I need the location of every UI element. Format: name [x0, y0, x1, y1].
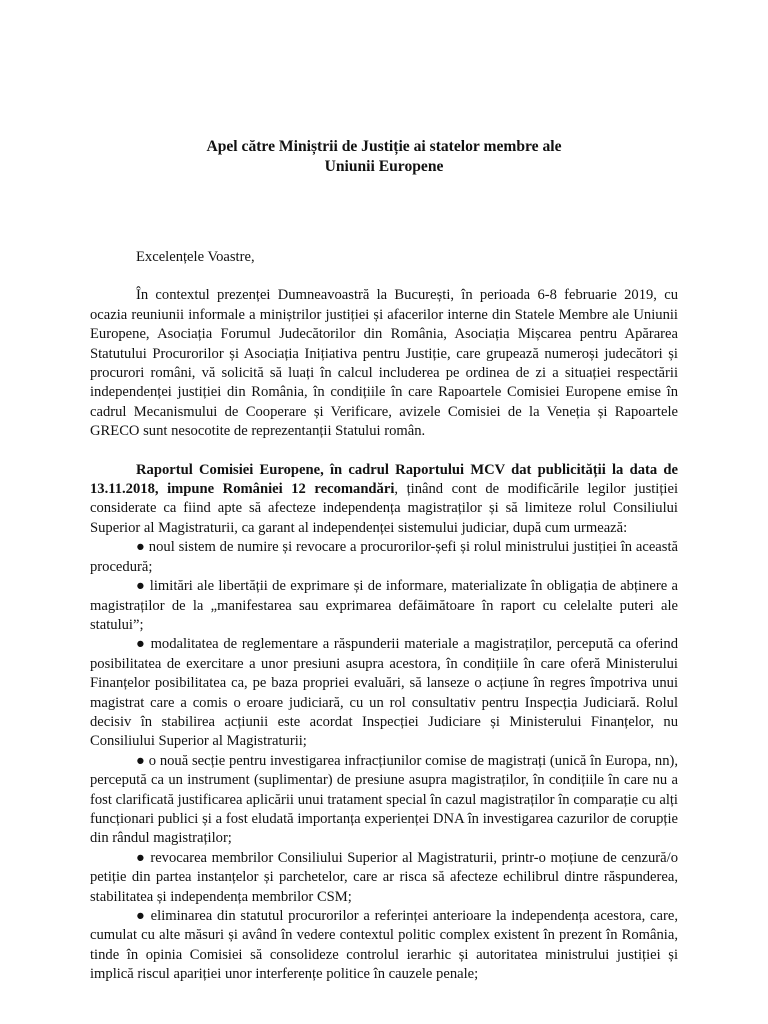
- document-title: [0, 137, 768, 177]
- salutation: Excelențele Voastre,: [136, 249, 255, 265]
- paragraph-mcv-report-rest: , ținând cont de modificările legilor justiției considerate ca fiind apte să afecteze independența magistraților și să limiteze rolul Consiliului Superior al Magistraturii, ca garant al independenței sistemului judiciar, după cum urmează:: [90, 481, 679, 536]
- bullet-item: ● limitări ale libertății de exprimare și de informare, materializate în obligația de abținere a magistraților de la „manifestarea sau exprimarea defăimătoare în raport cu celelalte puteri ale statului”;: [90, 578, 678, 633]
- title-line-1: Apel către Miniștrii de Justiție ai statelor membre ale: [206, 138, 562, 155]
- paragraph-intro: În contextul prezenței Dumneavoastră la București, în perioada 6-8 februarie 2019, cu ocazia reuniunii informale a miniștrilor justiției și afacerilor interne din Statele Membre ale Uniunii Europene, Asociația Forumul Judecătorilor din România, Asociația Mișcarea pentru Apărarea Statutului Procurorilor și Asociația Inițiativa pentru Justiție, care grupează numeroși judecători și procurori români, vă solicită să luați în calcul includerea pe ordinea de zi a situației respectării independenței justiției din România, în condițiile în care Rapoartele Comisiei Europene emise în cadrul Mecanismului de Cooperare și Verificare, avizele Comisiei de la Veneția și Rapoartele GRECO sunt nesocotite de reprezentanții Statului român.: [90, 287, 678, 440]
- paragraph-mcv-report: [90, 461, 678, 539]
- bullet-item: ● o nouă secție pentru investigarea infracțiunilor comise de magistrați (unică în Europa, nn), percepută ca un instrument (suplimentar) de presiune asupra magistraților, în condițiile în care nu a fost clarificată justificarea aplicării unui tratament special în cazul magistraților în comparație cu alți funcționari publici și a fost eludată importanța experienței DNA în investigarea cazurilor de corupție din rândul magistraților;: [90, 752, 678, 847]
- bullet-item: ● noul sistem de numire și revocare a procurorilor-șefi și rolul ministrului justiției în această procedură;: [90, 539, 678, 575]
- document-body: [90, 248, 678, 985]
- bullet-item: ● eliminarea din statutul procurorilor a referinței anterioare la independența acestora, care, cumulat cu alte măsuri și având în vedere contextul politic complex existent în prezent în România, tinde în opinia Comisiei să consolideze controlul ierarhic și autoritatea ministrului justiției și implică riscul apariției unor interferențe politice în cauzele penale;: [90, 908, 678, 983]
- bullet-item: ● revocarea membrilor Consiliului Superior al Magistraturii, printr-o moțiune de cenzură/o petiție din partea instanțelor și parchetelor, care ar risca să afecteze echilibrul dintre răspunderea, stabilitatea și independența membrilor CSM;: [90, 849, 678, 905]
- title-line-2: Uniunii Europene: [324, 158, 444, 175]
- bullet-item: ● modalitatea de reglementare a răspunderii materiale a magistraților, percepută ca oferind posibilitatea de exercitare a unor presiuni asupra acestora, în condițiile în care oferă Ministerului Finanțelor posibilitatea ca, pe baza propriei evaluări, să lanseze o acțiune în regres împotriva unui magistrat care a comis o eroare judiciară, cu un rol consultativ pentru Inspecția Judiciară. Rolul decisiv în stabilirea acțiunii este acordat Inspecției Judiciare și Ministerului Finanțelor, nu Consiliului Superior al Magistraturii;: [90, 636, 678, 750]
- paragraph-mcv-report-bold: Raportul Comisiei Europene, în cadrul Raportului MCV dat publicității la data de 13.11.2018, impune României 12 recomandări: [90, 461, 678, 498]
